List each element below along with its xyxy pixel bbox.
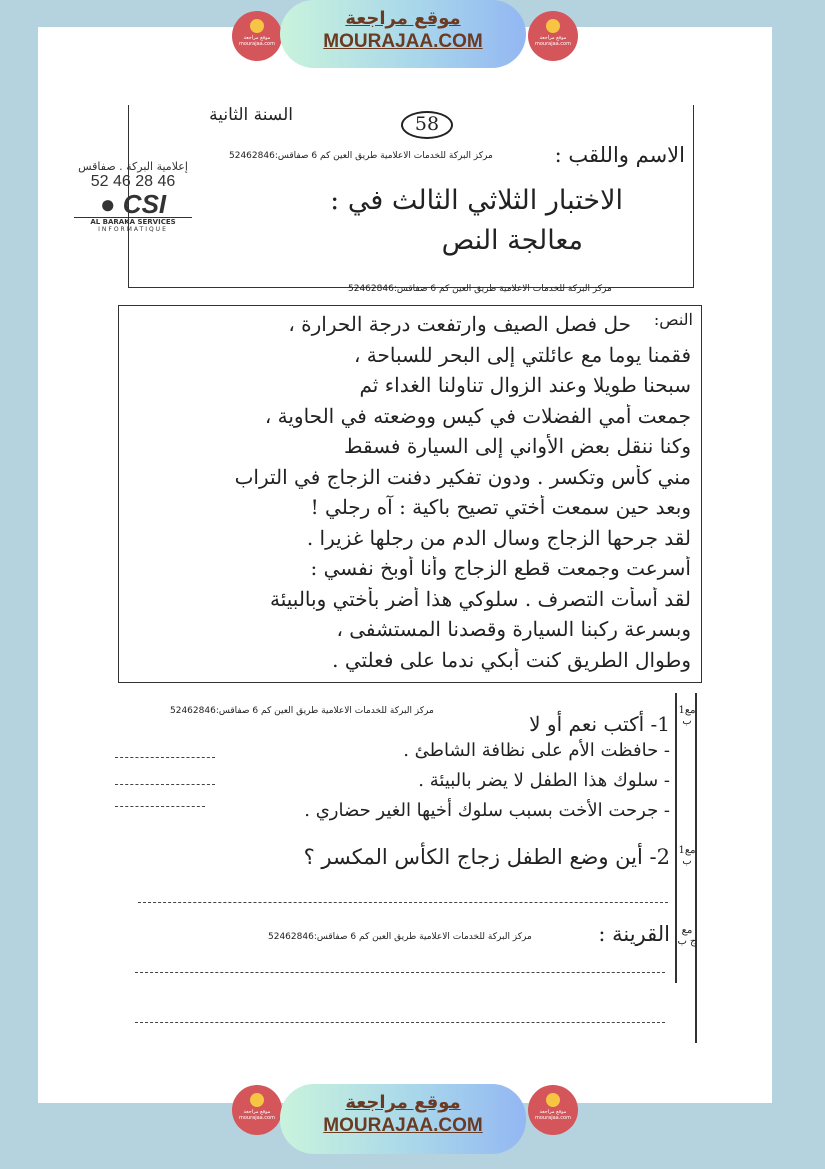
question-1-item: - سلوك هذا الطفل لا يضر بالبيئة . <box>418 770 670 791</box>
text-line: سبحنا طويلا وعند الزوال تناولنا الغداء ثم <box>359 373 691 397</box>
watermark: مركز البركة للخدمات الاعلامية طريق العين كم 6 صفاقس:52462846 <box>348 284 612 294</box>
text-line: أسرعت وجمعت قطع الزجاج وأنا أوبخ نفسي : <box>310 556 691 580</box>
answer-line[interactable] <box>115 757 215 758</box>
site-badge-bottom[interactable] <box>280 1084 526 1154</box>
logo-text: موقع مراجعة mourajaa.com <box>534 35 571 47</box>
watermark: مركز البركة للخدمات الاعلامية طريق العين كم 6 صفاقس:52462846 <box>229 151 493 161</box>
text-box <box>118 305 702 683</box>
book-icon <box>546 1093 560 1107</box>
answer-line[interactable] <box>135 1022 665 1023</box>
book-icon <box>250 19 264 33</box>
header-box <box>128 105 694 288</box>
book-icon <box>250 1093 264 1107</box>
answer-line[interactable] <box>115 806 205 807</box>
site-logo-right[interactable] <box>528 11 578 61</box>
text-line: جمعت أمي الفضلات في كيس ووضعته في الحاوية ، <box>264 403 691 428</box>
criterion-label: مع1 ب <box>678 845 696 867</box>
exam-subject: معالجة النص <box>441 225 583 256</box>
text-line: فقمنا يوما مع عائلتي إلى البحر للسباحة ، <box>353 342 691 367</box>
book-icon <box>546 19 560 33</box>
name-label: الاسم واللقب : <box>554 143 685 167</box>
text-line: لقد أسأت التصرف . سلوكي هذا أضر بأختي وبالبيئة <box>269 586 691 611</box>
text-line: حل فصل الصيف وارتفعت درجة الحرارة ، <box>288 312 631 336</box>
question-3: القرينة : <box>598 922 670 946</box>
logo-tagline: AL BARAKA SERVICES <box>74 217 192 226</box>
text-line: وبسرعة ركبنا السيارة وقصدنا المستشفى ، <box>336 617 691 641</box>
site-logo-right[interactable] <box>528 1085 578 1135</box>
question-1: 1- أكتب نعم أو لا <box>529 712 670 736</box>
logo-tagline-2: INFORMATIQUE <box>98 226 168 233</box>
logo-brand: CSI <box>122 189 167 219</box>
criterion-label: مع ج ب <box>677 925 697 947</box>
site-name-latin: MOURAJAA.COM <box>323 31 483 52</box>
question-2: 2- أين وضع الطفل زجاج الكأس المكسر ؟ <box>303 845 670 869</box>
question-1-item: - حافظت الأم على نظافة الشاطئ . <box>403 740 670 761</box>
text-label: النص: <box>653 310 693 329</box>
text-line: وطوال الطريق كنت أبكي ندما على فعلتي . <box>332 647 691 672</box>
watermark: مركز البركة للخدمات الاعلامية طريق العين كم 6 صفاقس:52462846 <box>170 706 434 716</box>
company-logo <box>74 160 192 233</box>
text-line: وبعد حين سمعت أختي تصيح باكية : آه رجلي ! <box>310 495 691 519</box>
logo-text: موقع مراجعة mourajaa.com <box>238 1109 275 1121</box>
answer-line[interactable] <box>138 902 668 903</box>
year-label: السنة الثانية <box>209 105 293 125</box>
site-badge-top[interactable] <box>280 0 526 68</box>
logo-text: موقع مراجعة mourajaa.com <box>238 35 275 47</box>
logo-text: موقع مراجعة mourajaa.com <box>534 1109 571 1121</box>
watermark: مركز البركة للخدمات الاعلامية طريق العين كم 6 صفاقس:52462846 <box>268 932 532 942</box>
site-name-arabic: موقع مراجعة <box>345 8 461 29</box>
site-logo-left[interactable] <box>232 1085 282 1135</box>
answer-line[interactable] <box>135 972 665 973</box>
globe-icon: ● <box>99 189 116 219</box>
site-name-arabic: موقع مراجعة <box>345 1092 461 1113</box>
site-name-latin: MOURAJAA.COM <box>323 1115 483 1136</box>
logo-phone: 52 46 28 46 <box>90 173 176 190</box>
question-1-item: - جرحت الأخت بسبب سلوك أخيها الغير حضاري . <box>304 800 670 821</box>
margin-divider <box>695 693 697 1043</box>
text-line: وكنا ننقل بعض الأواني إلى السيارة فسقط <box>343 434 691 458</box>
exam-number: 58 <box>401 111 453 139</box>
logo-name: إعلامية البركة . صفاقس <box>78 160 188 173</box>
answer-line[interactable] <box>115 784 215 785</box>
text-body <box>119 312 701 682</box>
text-line: لقد جرحها الزجاج وسال الدم من رجلها غزيرا . <box>306 525 691 550</box>
text-line: مني كأس وتكسر . ودون تفكير دفنت الزجاج في التراب <box>234 464 691 489</box>
criterion-label: مع1 ب <box>678 705 696 727</box>
site-logo-left[interactable] <box>232 11 282 61</box>
exam-title: الاختبار الثلاثي الثالث في : <box>330 185 623 216</box>
